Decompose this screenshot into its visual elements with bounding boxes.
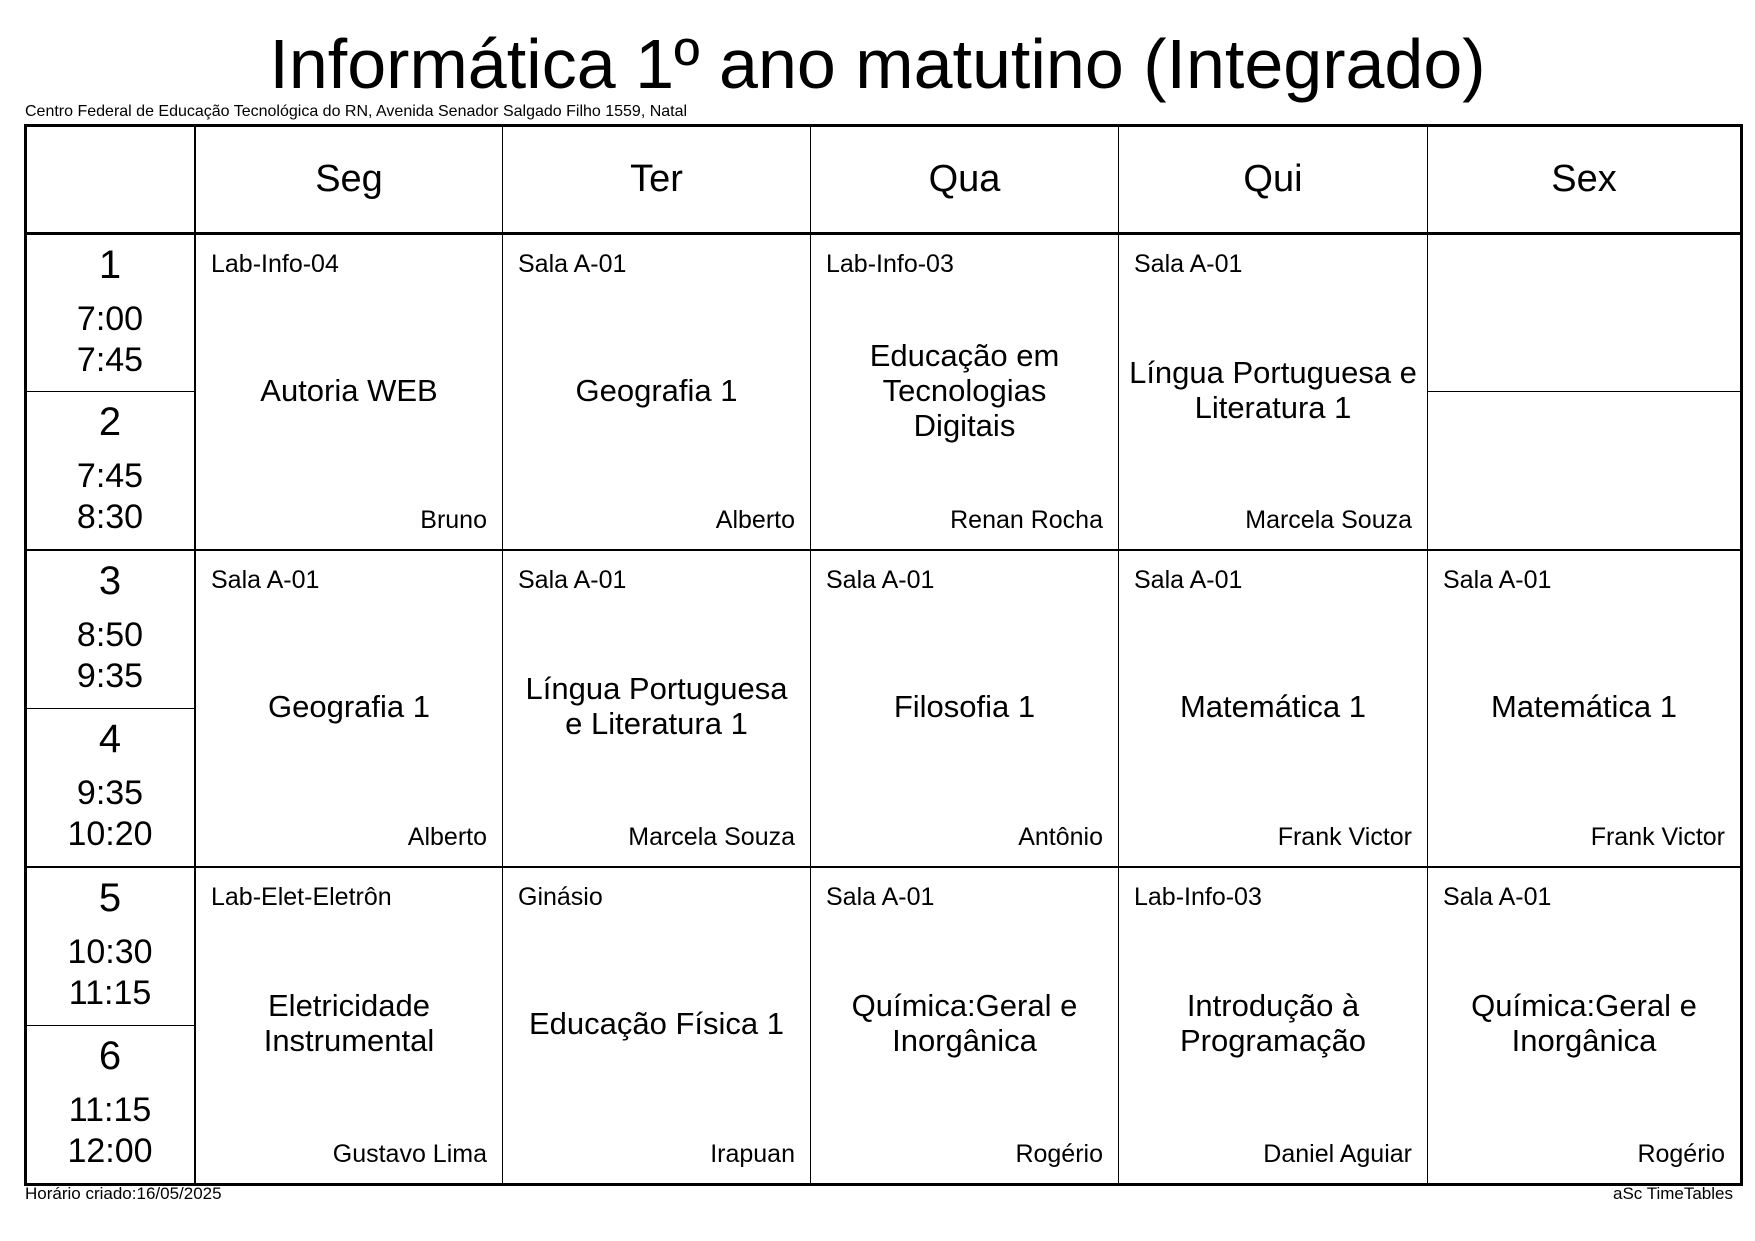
period-number: 2 xyxy=(98,400,122,444)
lesson-teacher: Alberto xyxy=(715,506,795,534)
period-5 xyxy=(25,868,195,1025)
period-start: 7:45 xyxy=(76,457,144,495)
period-end: 10:20 xyxy=(67,815,153,853)
software-credit: aSc TimeTables xyxy=(1613,1184,1733,1203)
lesson-subject: Eletricidade Instrumental xyxy=(263,988,435,1058)
day-header-qua: Qua xyxy=(928,158,1001,200)
lesson-subject: Educação em Tecnologias Digitais xyxy=(869,338,1060,443)
lesson-subject: Filosofia 1 xyxy=(893,689,1036,724)
school-address: Centro Federal de Educação Tecnológica do RN, Avenida Senador Salgado Filho 1559, Natal xyxy=(25,103,688,120)
day-header-sex: Sex xyxy=(1551,158,1617,200)
lesson-sex-5-6[interactable] xyxy=(1428,868,1740,1183)
period-4 xyxy=(25,709,195,866)
page-title: Informática 1º ano matutino (Integrado) xyxy=(269,25,1486,103)
period-6 xyxy=(25,1026,195,1183)
lesson-sex-2-empty xyxy=(1428,392,1740,549)
period-end: 9:35 xyxy=(76,657,144,695)
lesson-room: Sala A-01 xyxy=(1134,250,1243,278)
lesson-room: Lab-Info-03 xyxy=(826,250,954,278)
period-start: 7:00 xyxy=(76,300,144,338)
lesson-ter-5-6[interactable] xyxy=(503,868,810,1183)
lesson-subject: Química:Geral e Inorgânica xyxy=(1471,988,1697,1058)
period-number: 3 xyxy=(98,559,122,603)
lesson-room: Sala A-01 xyxy=(518,250,627,278)
lesson-subject: Língua Portuguesa e Literatura 1 xyxy=(525,671,788,741)
lesson-room: Sala A-01 xyxy=(826,566,935,594)
lesson-room: Lab-Info-03 xyxy=(1134,883,1262,911)
lesson-subject: Matemática 1 xyxy=(1490,689,1678,724)
lesson-room: Sala A-01 xyxy=(518,566,627,594)
lesson-subject: Geografia 1 xyxy=(575,373,738,408)
lesson-room: Lab-Elet-Eletrôn xyxy=(211,883,392,911)
lesson-sex-3-4[interactable] xyxy=(1428,551,1740,866)
lesson-seg-1-2[interactable] xyxy=(196,235,502,549)
period-3 xyxy=(25,551,195,708)
period-start: 9:35 xyxy=(76,774,144,812)
lesson-seg-3-4[interactable] xyxy=(196,551,502,866)
period-start: 10:30 xyxy=(67,933,153,971)
lesson-teacher: Bruno xyxy=(420,506,487,534)
lesson-teacher: Daniel Aguiar xyxy=(1263,1140,1412,1168)
lesson-subject: Geografia 1 xyxy=(268,689,430,724)
period-2 xyxy=(25,392,195,549)
lesson-teacher: Irapuan xyxy=(710,1140,795,1168)
lesson-room: Sala A-01 xyxy=(1443,566,1552,594)
lesson-room: Ginásio xyxy=(518,883,603,911)
lesson-ter-1-2[interactable] xyxy=(503,235,810,549)
period-start: 8:50 xyxy=(76,616,144,654)
lesson-room: Sala A-01 xyxy=(1134,566,1243,594)
lesson-qua-3-4[interactable] xyxy=(811,551,1118,866)
lesson-room: Lab-Info-04 xyxy=(211,250,339,278)
lesson-teacher: Marcela Souza xyxy=(628,823,795,851)
lesson-subject: Matemática 1 xyxy=(1179,689,1367,724)
period-number: 5 xyxy=(98,876,122,920)
lesson-teacher: Frank Victor xyxy=(1590,823,1725,851)
lesson-room: Sala A-01 xyxy=(1443,883,1552,911)
lesson-subject: Autoria WEB xyxy=(260,373,438,408)
lesson-teacher: Rogério xyxy=(1015,1140,1103,1168)
lesson-qua-5-6[interactable] xyxy=(811,868,1118,1183)
lesson-room: Sala A-01 xyxy=(826,883,935,911)
period-end: 7:45 xyxy=(76,341,144,379)
lesson-teacher: Marcela Souza xyxy=(1245,506,1412,534)
lesson-qui-3-4[interactable] xyxy=(1119,551,1427,866)
lesson-qua-1-2[interactable] xyxy=(811,235,1118,549)
period-number: 1 xyxy=(98,243,122,287)
lesson-subject: Língua Portuguesa e Literatura 1 xyxy=(1129,355,1417,425)
day-header-ter: Ter xyxy=(630,158,683,200)
day-header-qui: Qui xyxy=(1243,158,1303,200)
period-1 xyxy=(25,235,195,391)
period-end: 11:15 xyxy=(68,974,152,1012)
lesson-teacher: Alberto xyxy=(407,823,487,851)
lesson-ter-3-4[interactable] xyxy=(503,551,810,866)
lesson-qui-5-6[interactable] xyxy=(1119,868,1427,1183)
lesson-teacher: Rogério xyxy=(1637,1140,1725,1168)
lesson-teacher: Antônio xyxy=(1018,823,1103,851)
lesson-room: Sala A-01 xyxy=(211,566,320,594)
period-number: 6 xyxy=(98,1034,122,1078)
lesson-subject: Introdução à Programação xyxy=(1179,988,1367,1058)
lesson-subject: Química:Geral e Inorgânica xyxy=(851,988,1078,1058)
lesson-seg-5-6[interactable] xyxy=(196,868,502,1183)
created-date: Horário criado:16/05/2025 xyxy=(25,1184,222,1203)
period-start: 11:15 xyxy=(68,1091,152,1129)
lesson-subject: Educação Física 1 xyxy=(528,1006,785,1041)
period-number: 4 xyxy=(98,717,122,761)
day-header-seg: Seg xyxy=(315,158,383,200)
period-end: 8:30 xyxy=(76,498,144,536)
lesson-teacher: Frank Victor xyxy=(1277,823,1412,851)
lesson-teacher: Renan Rocha xyxy=(950,506,1103,534)
lesson-qui-1-2[interactable] xyxy=(1119,235,1427,549)
period-end: 12:00 xyxy=(67,1132,153,1170)
lesson-teacher: Gustavo Lima xyxy=(332,1140,487,1168)
lesson-sex-1-empty xyxy=(1428,235,1740,391)
